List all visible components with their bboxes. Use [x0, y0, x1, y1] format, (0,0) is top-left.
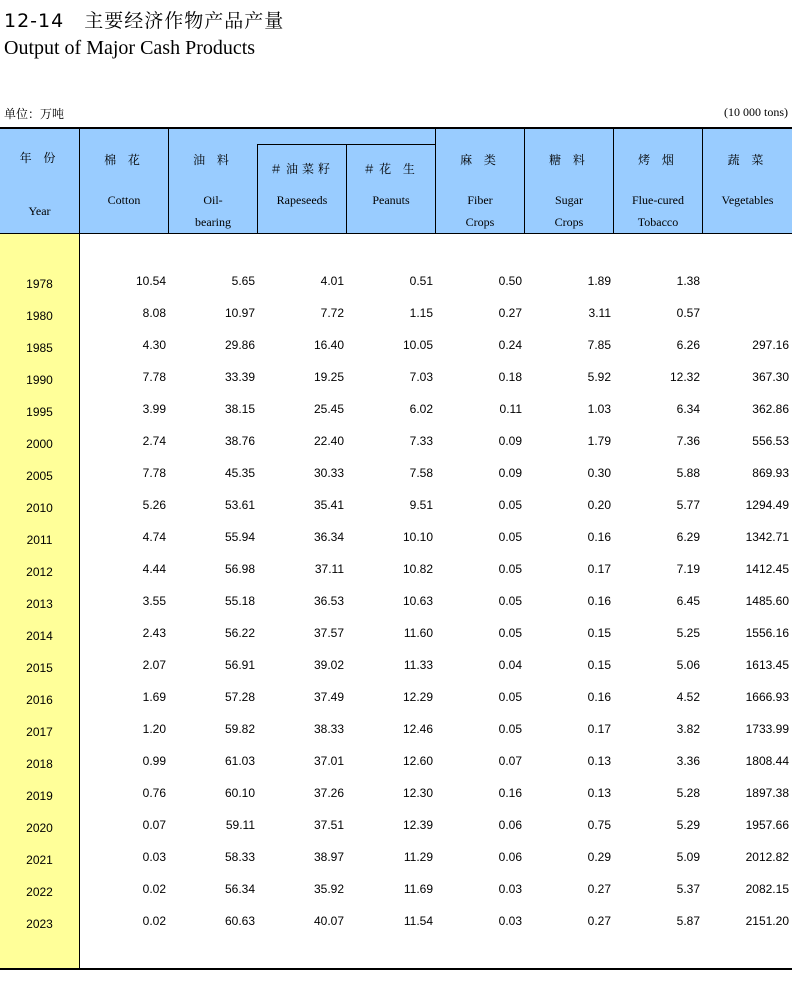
cell-sugar-crops: 0.15: [587, 658, 611, 672]
cell-flue-cured-tobacco: 5.06: [676, 658, 700, 672]
cell-vegetables: 362.86: [752, 402, 789, 416]
cell-sugar-crops: 0.17: [587, 562, 611, 576]
table-row: [0, 561, 792, 593]
cell-year: 2005: [26, 469, 53, 483]
cell-flue-cured-tobacco: 5.77: [676, 498, 700, 512]
cell-fiber-crops: 0.07: [498, 754, 522, 768]
cell-peanuts: 9.51: [409, 498, 433, 512]
cell-vegetables: 1808.44: [745, 754, 789, 768]
cell-peanuts: 11.69: [403, 882, 433, 896]
cell-vegetables: 1897.38: [745, 786, 789, 800]
header-tobacco-en-1: Flue-cured: [632, 193, 684, 207]
table-row: [0, 369, 792, 401]
cell-cotton: 3.99: [142, 402, 166, 416]
header-rapeseeds-cn: ＃油菜籽: [269, 162, 334, 176]
cell-vegetables: 1342.71: [745, 530, 789, 544]
cell-peanuts: 11.33: [403, 658, 433, 672]
cell-fiber-crops: 0.05: [498, 626, 522, 640]
cell-fiber-crops: 0.50: [498, 274, 522, 288]
cell-peanuts: 12.60: [402, 754, 433, 768]
cell-year: 2010: [26, 501, 53, 515]
cell-peanuts: 12.29: [402, 690, 433, 704]
cell-oil-bearing: 45.35: [224, 466, 255, 480]
table-row: [0, 593, 792, 625]
cell-vegetables: 869.93: [752, 466, 789, 480]
cell-vegetables: 1485.60: [745, 594, 789, 608]
header-oil-cn: 油 料: [193, 153, 233, 167]
header-sugar-en-2: Crops: [554, 215, 584, 229]
cell-peanuts: 12.46: [402, 722, 433, 736]
cell-oil-bearing: 61.03: [224, 754, 255, 768]
cell-peanuts: 7.58: [409, 466, 433, 480]
cell-rapeseeds: 35.92: [313, 882, 344, 896]
header-fiber-cn: 麻 类: [460, 153, 500, 167]
cell-flue-cured-tobacco: 3.82: [676, 722, 700, 736]
cell-flue-cured-tobacco: 6.26: [676, 338, 700, 352]
cell-year: 2014: [26, 629, 53, 643]
cell-vegetables: 1733.99: [745, 722, 789, 736]
page-title-en: Output of Major Cash Products: [4, 37, 256, 59]
table-row: [0, 625, 792, 657]
page-title-cn: [4, 6, 284, 33]
cell-cotton: 2.43: [142, 626, 166, 640]
cell-peanuts: 10.82: [402, 562, 433, 576]
table-row: [0, 881, 792, 913]
cell-sugar-crops: 0.13: [587, 786, 611, 800]
cell-cotton: 4.44: [142, 562, 166, 576]
cell-oil-bearing: 56.91: [224, 658, 255, 672]
cell-vegetables: 1957.66: [745, 818, 789, 832]
cell-rapeseeds: 38.33: [313, 722, 344, 736]
header-sugar-en-1: Sugar: [555, 193, 583, 207]
cell-year: 2013: [26, 597, 53, 611]
cell-flue-cured-tobacco: 5.29: [676, 818, 700, 832]
cell-fiber-crops: 0.06: [498, 818, 522, 832]
cell-peanuts: 11.29: [403, 850, 433, 864]
cell-year: 1995: [26, 405, 53, 419]
cell-rapeseeds: 16.40: [313, 338, 344, 352]
cell-cotton: 1.69: [142, 690, 166, 704]
header-cotton-en: Cotton: [107, 193, 141, 207]
cell-fiber-crops: 0.05: [498, 690, 522, 704]
cell-cotton: 0.07: [142, 818, 166, 832]
cell-fiber-crops: 0.05: [498, 530, 522, 544]
cell-flue-cured-tobacco: 1.38: [676, 274, 700, 288]
header-peanuts-cn: ＃花 生: [363, 162, 419, 176]
table-row: [0, 817, 792, 849]
cell-rapeseeds: 37.11: [314, 562, 344, 576]
cell-fiber-crops: 0.04: [498, 658, 522, 672]
cell-sugar-crops: 0.20: [587, 498, 611, 512]
header-vegetables-cn: 蔬 菜: [727, 153, 768, 167]
cell-oil-bearing: 56.98: [224, 562, 255, 576]
cell-fiber-crops: 0.09: [498, 466, 522, 480]
cell-flue-cured-tobacco: 6.34: [676, 402, 700, 416]
cell-flue-cured-tobacco: 5.28: [676, 786, 700, 800]
cell-sugar-crops: 0.16: [587, 530, 611, 544]
cell-vegetables: 2151.20: [745, 914, 789, 928]
cell-rapeseeds: 37.51: [313, 818, 344, 832]
cell-year: 2017: [26, 725, 53, 739]
cell-peanuts: 12.30: [402, 786, 433, 800]
cell-cotton: 2.74: [142, 434, 166, 448]
cell-vegetables: 367.30: [752, 370, 789, 384]
cell-fiber-crops: 0.05: [498, 722, 522, 736]
cell-oil-bearing: 55.18: [224, 594, 255, 608]
cell-flue-cured-tobacco: 7.36: [676, 434, 700, 448]
cell-oil-bearing: 58.33: [224, 850, 255, 864]
cell-oil-bearing: 59.11: [225, 818, 255, 832]
cell-year: 1980: [26, 309, 53, 323]
cell-peanuts: 6.02: [409, 402, 433, 416]
cell-vegetables: 1666.93: [745, 690, 789, 704]
table-row: [0, 337, 792, 369]
cell-rapeseeds: 25.45: [313, 402, 344, 416]
header-tobacco-cn: 烤 烟: [638, 153, 678, 167]
cell-flue-cured-tobacco: 7.19: [676, 562, 700, 576]
data-table: [0, 127, 792, 969]
cell-cotton: 7.78: [142, 370, 166, 384]
cell-peanuts: 7.33: [409, 434, 433, 448]
cell-sugar-crops: 5.92: [587, 370, 611, 384]
cell-year: 2019: [26, 789, 53, 803]
cell-rapeseeds: 40.07: [313, 914, 344, 928]
cell-peanuts: 10.10: [402, 530, 433, 544]
cell-year: 1985: [26, 341, 53, 355]
table-row: [0, 305, 792, 337]
cell-rapeseeds: 37.26: [313, 786, 344, 800]
cell-fiber-crops: 0.05: [498, 498, 522, 512]
cell-fiber-crops: 0.27: [498, 306, 522, 320]
cell-oil-bearing: 10.97: [224, 306, 255, 320]
cell-year: 2012: [26, 565, 53, 579]
cell-year: 2018: [26, 757, 53, 771]
cell-flue-cured-tobacco: 5.37: [676, 882, 700, 896]
header-vegetables-en: Vegetables: [721, 193, 774, 207]
table-number: 12-14: [4, 10, 65, 32]
cell-sugar-crops: 0.13: [587, 754, 611, 768]
table-row: [0, 913, 792, 945]
cell-year: 1978: [26, 277, 53, 291]
cell-year: 2016: [26, 693, 53, 707]
table-row: [0, 849, 792, 881]
header-oil-en-1: Oil-: [203, 193, 223, 207]
cell-cotton: 0.02: [142, 882, 166, 896]
cell-fiber-crops: 0.09: [498, 434, 522, 448]
cell-peanuts: 1.15: [409, 306, 433, 320]
table-row: [0, 273, 792, 305]
table-top-rule: [0, 127, 792, 129]
cell-vegetables: 1294.49: [745, 498, 789, 512]
subheader-rule: [257, 144, 436, 145]
cell-rapeseeds: 36.53: [313, 594, 344, 608]
cell-cotton: 10.54: [135, 274, 166, 288]
cell-oil-bearing: 38.76: [224, 434, 255, 448]
cell-fiber-crops: 0.24: [498, 338, 522, 352]
cell-fiber-crops: 0.03: [498, 882, 522, 896]
cell-oil-bearing: 38.15: [224, 402, 255, 416]
cell-rapeseeds: 4.01: [320, 274, 344, 288]
cell-oil-bearing: 29.86: [224, 338, 255, 352]
table-row: [0, 721, 792, 753]
cell-flue-cured-tobacco: 5.09: [676, 850, 700, 864]
cell-rapeseeds: 30.33: [313, 466, 344, 480]
header-sugar-cn: 糖 料: [549, 153, 589, 167]
table-row: [0, 689, 792, 721]
cell-sugar-crops: 0.16: [587, 690, 611, 704]
cell-rapeseeds: 22.40: [313, 434, 344, 448]
cell-year: 2000: [26, 437, 53, 451]
cell-rapeseeds: 37.49: [313, 690, 344, 704]
cell-fiber-crops: 0.05: [498, 594, 522, 608]
cell-cotton: 5.26: [142, 498, 166, 512]
cell-peanuts: 0.51: [409, 274, 433, 288]
cell-rapeseeds: 37.57: [313, 626, 344, 640]
cell-peanuts: 11.54: [403, 914, 433, 928]
header-year-en: Year: [28, 204, 51, 218]
cell-peanuts: 10.63: [402, 594, 433, 608]
table-row: [0, 465, 792, 497]
cell-vegetables: 297.16: [752, 338, 789, 352]
table-bottom-rule: [0, 968, 792, 970]
cell-sugar-crops: 3.11: [588, 306, 611, 320]
table-row: [0, 529, 792, 561]
cell-cotton: 0.76: [142, 786, 166, 800]
header-fiber-en-2: Crops: [465, 215, 495, 229]
header-divider: [702, 127, 703, 234]
cell-peanuts: 10.05: [402, 338, 433, 352]
header-rapeseeds-en: Rapeseeds: [276, 193, 328, 207]
cell-flue-cured-tobacco: 5.87: [676, 914, 700, 928]
title-chinese: 主要经济作物产品产量: [84, 10, 285, 32]
cell-oil-bearing: 57.28: [224, 690, 255, 704]
cell-vegetables: 2012.82: [745, 850, 789, 864]
cell-peanuts: 11.60: [403, 626, 433, 640]
cell-rapeseeds: 39.02: [313, 658, 344, 672]
unit-label-en: (10 000 tons): [724, 105, 788, 119]
cell-cotton: 2.07: [142, 658, 166, 672]
cell-vegetables: 556.53: [752, 434, 789, 448]
cell-vegetables: 1613.45: [745, 658, 789, 672]
cell-cotton: 7.78: [142, 466, 166, 480]
cell-cotton: 0.02: [142, 914, 166, 928]
cell-fiber-crops: 0.18: [498, 370, 522, 384]
cell-oil-bearing: 5.65: [231, 274, 255, 288]
table-row: [0, 657, 792, 689]
cell-cotton: 3.55: [142, 594, 166, 608]
cell-flue-cured-tobacco: 5.25: [676, 626, 700, 640]
cell-sugar-crops: 0.17: [587, 722, 611, 736]
cell-peanuts: 12.39: [402, 818, 433, 832]
cell-year: 2011: [26, 533, 53, 547]
unit-label-cn: 单位：万吨: [4, 107, 65, 121]
cell-fiber-crops: 0.03: [498, 914, 522, 928]
cell-sugar-crops: 1.03: [587, 402, 611, 416]
cell-flue-cured-tobacco: 0.57: [676, 306, 700, 320]
cell-oil-bearing: 60.10: [224, 786, 255, 800]
cell-fiber-crops: 0.05: [498, 562, 522, 576]
cell-sugar-crops: 0.29: [587, 850, 611, 864]
cell-flue-cured-tobacco: 3.36: [676, 754, 700, 768]
cell-flue-cured-tobacco: 4.52: [676, 690, 700, 704]
cell-sugar-crops: 7.85: [587, 338, 611, 352]
header-cotton-cn: 棉 花: [104, 153, 144, 167]
cell-cotton: 8.08: [142, 306, 166, 320]
cell-sugar-crops: 1.89: [587, 274, 611, 288]
table-row: [0, 497, 792, 529]
header-oil-en-2: bearing: [195, 215, 231, 229]
cell-vegetables: 2082.15: [745, 882, 789, 896]
cell-year: 1990: [26, 373, 53, 387]
cell-sugar-crops: 0.27: [587, 914, 611, 928]
cell-year: 2023: [26, 917, 53, 931]
cell-cotton: 0.03: [142, 850, 166, 864]
cell-vegetables: 1556.16: [745, 626, 789, 640]
table-row: [0, 433, 792, 465]
header-tobacco-en-2: Tobacco: [637, 215, 679, 229]
cell-sugar-crops: 1.79: [587, 434, 611, 448]
cell-sugar-crops: 0.30: [587, 466, 611, 480]
cell-sugar-crops: 0.75: [587, 818, 611, 832]
cell-flue-cured-tobacco: 6.45: [676, 594, 700, 608]
cell-sugar-crops: 0.15: [587, 626, 611, 640]
cell-oil-bearing: 56.34: [224, 882, 255, 896]
cell-oil-bearing: 59.82: [224, 722, 255, 736]
cell-cotton: 1.20: [142, 722, 166, 736]
table-row: [0, 785, 792, 817]
table-row: [0, 753, 792, 785]
header-year-cn: 年 份: [19, 151, 60, 165]
cell-cotton: 0.99: [142, 754, 166, 768]
cell-oil-bearing: 56.22: [224, 626, 255, 640]
cell-rapeseeds: 36.34: [313, 530, 344, 544]
header-bottom-rule: [0, 233, 792, 234]
cell-sugar-crops: 0.16: [587, 594, 611, 608]
header-peanuts-en: Peanuts: [372, 193, 410, 207]
cell-fiber-crops: 0.11: [499, 402, 522, 416]
cell-fiber-crops: 0.16: [498, 786, 522, 800]
cell-peanuts: 7.03: [409, 370, 433, 384]
cell-fiber-crops: 0.06: [498, 850, 522, 864]
cell-oil-bearing: 60.63: [224, 914, 255, 928]
cell-year: 2020: [26, 821, 53, 835]
table-row: [0, 401, 792, 433]
cell-oil-bearing: 53.61: [224, 498, 255, 512]
header-fiber-en-1: Fiber: [467, 193, 493, 207]
cell-flue-cured-tobacco: 12.32: [669, 370, 700, 384]
cell-rapeseeds: 35.41: [313, 498, 344, 512]
cell-rapeseeds: 7.72: [320, 306, 344, 320]
cell-cotton: 4.74: [142, 530, 166, 544]
cell-year: 2015: [26, 661, 53, 675]
cell-sugar-crops: 0.27: [587, 882, 611, 896]
cell-year: 2021: [26, 853, 53, 867]
cell-flue-cured-tobacco: 6.29: [676, 530, 700, 544]
cell-year: 2022: [26, 885, 53, 899]
cell-rapeseeds: 38.97: [313, 850, 344, 864]
cell-rapeseeds: 19.25: [313, 370, 344, 384]
cell-flue-cured-tobacco: 5.88: [676, 466, 700, 480]
cell-rapeseeds: 37.01: [313, 754, 344, 768]
cell-cotton: 4.30: [142, 338, 166, 352]
cell-oil-bearing: 55.94: [224, 530, 255, 544]
cell-vegetables: 1412.45: [745, 562, 789, 576]
cell-oil-bearing: 33.39: [224, 370, 255, 384]
